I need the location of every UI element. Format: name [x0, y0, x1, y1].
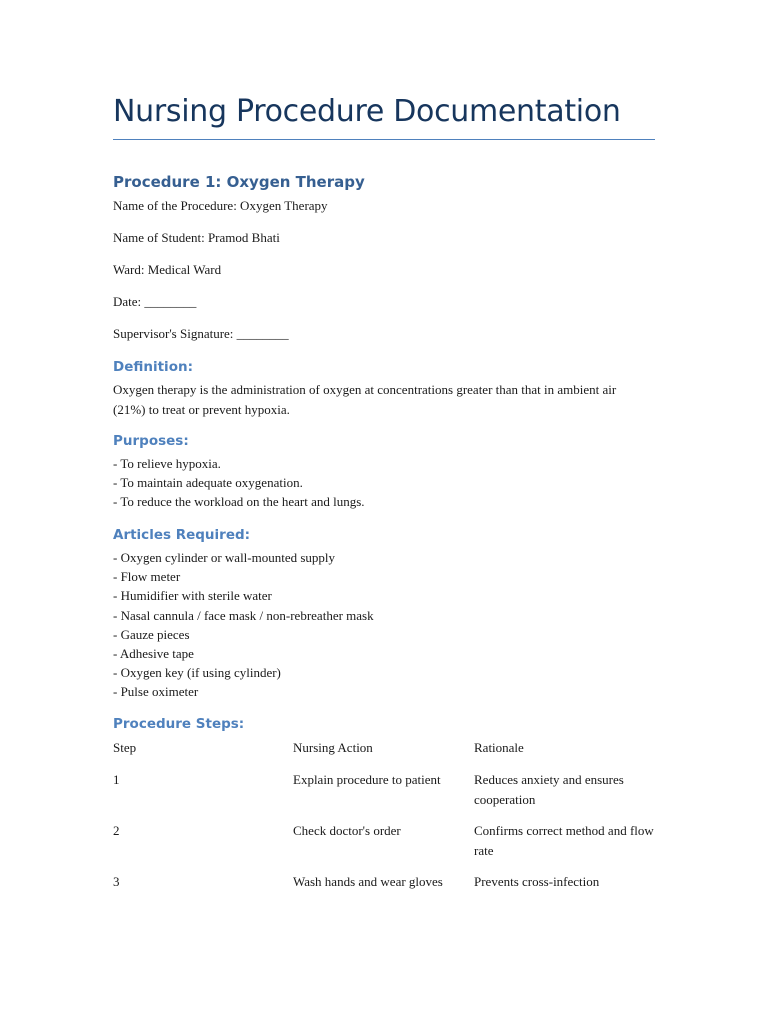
articles-heading: Articles Required: — [113, 527, 251, 543]
articles-list — [113, 548, 374, 702]
list-item: - Humidifier with sterile water — [113, 588, 272, 604]
title-underline — [113, 139, 655, 140]
field-supervisor-signature: Supervisor's Signature: ________ — [113, 326, 289, 341]
column-header-step: Step — [113, 740, 137, 755]
column-header-nursing-action: Nursing Action — [293, 740, 373, 755]
list-item: - To reduce the workload on the heart and lungs. — [113, 494, 365, 510]
definition-heading: Definition: — [113, 359, 193, 375]
step-number: 3 — [113, 874, 120, 889]
nursing-action: Explain procedure to patient — [293, 772, 441, 787]
list-item: - Pulse oximeter — [113, 684, 199, 700]
list-item: - Gauze pieces — [113, 626, 190, 642]
list-item: - To relieve hypoxia. — [113, 456, 221, 471]
list-item: - Adhesive tape — [113, 646, 194, 662]
step-number: 1 — [113, 772, 120, 787]
field-student-name: Name of Student: Pramod Bhati — [113, 230, 280, 245]
document-title: Nursing Procedure Documentation — [113, 94, 621, 129]
rationale: Prevents cross-infection — [474, 874, 600, 889]
field-procedure-name: Name of the Procedure: Oxygen Therapy — [113, 198, 328, 213]
list-item: - Oxygen key (if using cylinder) — [113, 665, 281, 681]
step-number: 2 — [113, 823, 120, 838]
list-item: - To maintain adequate oxygenation. — [113, 475, 303, 491]
field-date: Date: ________ — [113, 294, 197, 309]
nursing-action: Check doctor's order — [293, 823, 401, 838]
rationale: Reduces anxiety and ensures cooperation — [474, 772, 624, 807]
purposes-heading: Purposes: — [113, 433, 189, 449]
steps-heading: Procedure Steps: — [113, 716, 245, 732]
nursing-action: Wash hands and wear gloves — [293, 874, 443, 889]
purposes-list — [113, 454, 365, 512]
procedure-heading: Procedure 1: Oxygen Therapy — [113, 173, 365, 191]
column-header-rationale: Rationale — [474, 740, 524, 755]
field-ward: Ward: Medical Ward — [113, 262, 222, 277]
rationale: Confirms correct method and flow rate — [474, 823, 654, 858]
list-item: - Flow meter — [113, 569, 181, 585]
list-item: - Nasal cannula / face mask / non-rebreather mask — [113, 607, 374, 623]
definition-text: Oxygen therapy is the administration of oxygen at concentrations greater than that in ambient air (21%) to treat or prevent hypoxia. — [113, 382, 617, 417]
list-item: - Oxygen cylinder or wall-mounted supply — [113, 550, 336, 565]
